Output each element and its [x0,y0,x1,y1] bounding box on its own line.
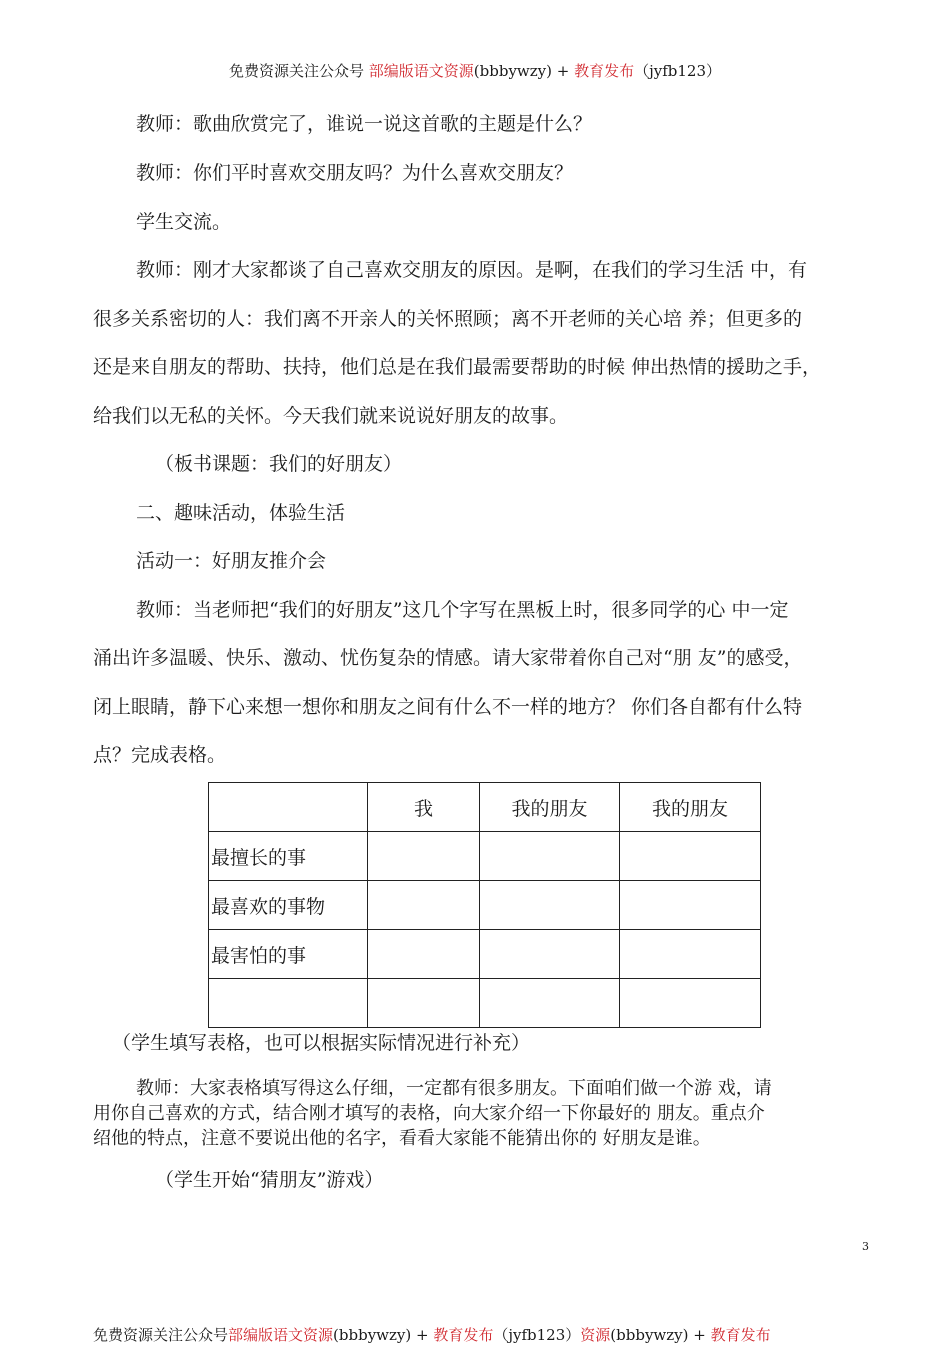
footer-res-code: (bbbywzy) [610,1326,689,1344]
paragraph-5: （板书课题：我们的好朋友） [155,453,403,475]
table-cell [620,979,761,1028]
table-cell [480,930,620,979]
paragraph-4-line-1: 教师：刚才大家都谈了自己喜欢交朋友的原因。是啊，在我们的学习生活 中，有 [136,259,808,281]
paragraph-11: （学生开始“猜朋友”游戏） [155,1169,384,1191]
table-header-cell: 我的朋友 [620,783,761,832]
footer-brand-code: (bbbywzy) [333,1326,412,1344]
paragraph-10-line-3: 绍他的特点，注意不要说出他的名字，看看大家能不能猜出你的 好朋友是谁。 [93,1128,711,1149]
header-prefix: 免费资源关注公众号 [228,62,364,80]
paragraph-10-line-2: 用你自己喜欢的方式，结合刚才填写的表格，向大家介绍一下你最好的 朋友。重点介 [93,1103,765,1124]
table-cell [620,881,761,930]
table-header-cell: 我 [368,783,480,832]
table-cell [620,930,761,979]
table-cell [480,881,620,930]
table-cell [368,979,480,1028]
table-row [209,832,761,881]
paragraph-9: （学生填写表格，也可以根据实际情况进行补充） [112,1032,531,1054]
footer-brand: 部编版语文资源 [228,1326,334,1344]
table-row [209,979,761,1028]
table-cell [368,832,480,881]
header-brand-code: (bbbywzy) [473,62,552,80]
table-cell [480,832,620,881]
header-brand: 部编版语文资源 [368,62,474,80]
footer-pub-code: （jyfb123） [493,1326,581,1344]
paragraph-4-line-2: 很多关系密切的人：我们离不开亲人的关怀照顾；离不开老师的关心培 养；但更多的 [93,308,803,330]
header-pub-code: （jyfb123） [634,62,722,80]
paragraph-3: 学生交流。 [136,211,232,233]
table-cell [480,979,620,1028]
header-pub: 教育发布 [574,62,635,80]
footer-plus-2: + [688,1326,711,1344]
page-header [0,60,950,81]
paragraph-8-line-4: 点？完成表格。 [93,744,227,766]
table-header-cell: 我的朋友 [480,783,620,832]
row-label: 最害怕的事 [209,930,368,979]
header-plus: + [551,62,575,80]
paragraph-10-line-1: 教师：大家表格填写得这么仔细，一定都有很多朋友。下面咱们做一个游 戏，请 [136,1078,772,1099]
table-cell [620,832,761,881]
paragraph-2: 教师：你们平时喜欢交朋友吗？为什么喜欢交朋友？ [136,162,574,184]
page-number: 3 [862,1240,869,1253]
paragraph-8-line-1: 教师：当老师把“我们的好朋友”这几个字写在黑板上时，很多同学的心 中一定 [136,599,789,621]
paragraph-8-line-3: 闭上眼睛，静下心来想一想你和朋友之间有什么不一样的地方？ 你们各自都有什么特 [93,696,803,718]
table-cell [368,930,480,979]
row-label: 最喜欢的事物 [209,881,368,930]
footer-prefix: 免费资源关注公众号 [93,1326,229,1344]
section-heading: 二、趣味活动，体验生活 [136,502,346,524]
table-header-row [209,783,761,832]
table-cell [368,881,480,930]
paragraph-4-line-3: 还是来自朋友的帮助、扶持，他们总是在我们最需要帮助的时候 伸出热情的援助之手， [93,356,822,378]
table-header-cell [209,783,368,832]
row-label [209,979,368,1028]
paragraph-4-line-4: 给我们以无私的关怀。今天我们就来说说好朋友的故事。 [93,405,569,427]
footer-pub: 教育发布 [433,1326,494,1344]
footer-res: 资源 [580,1326,611,1344]
row-label: 最擅长的事 [209,832,368,881]
page-footer [93,1324,771,1345]
activity-heading: 活动一：好朋友推介会 [136,550,327,572]
paragraph-8-line-2: 涌出许多温暖、快乐、激动、忧伤复杂的情感。请大家带着你自己对“朋 友”的感受， [93,647,803,669]
footer-plus: + [411,1326,434,1344]
table-row [209,881,761,930]
table-row [209,930,761,979]
paragraph-1: 教师：歌曲欣赏完了，谁说一说这首歌的主题是什么？ [136,113,593,135]
footer-pub-2: 教育发布 [710,1326,771,1344]
friend-table [208,782,761,1028]
